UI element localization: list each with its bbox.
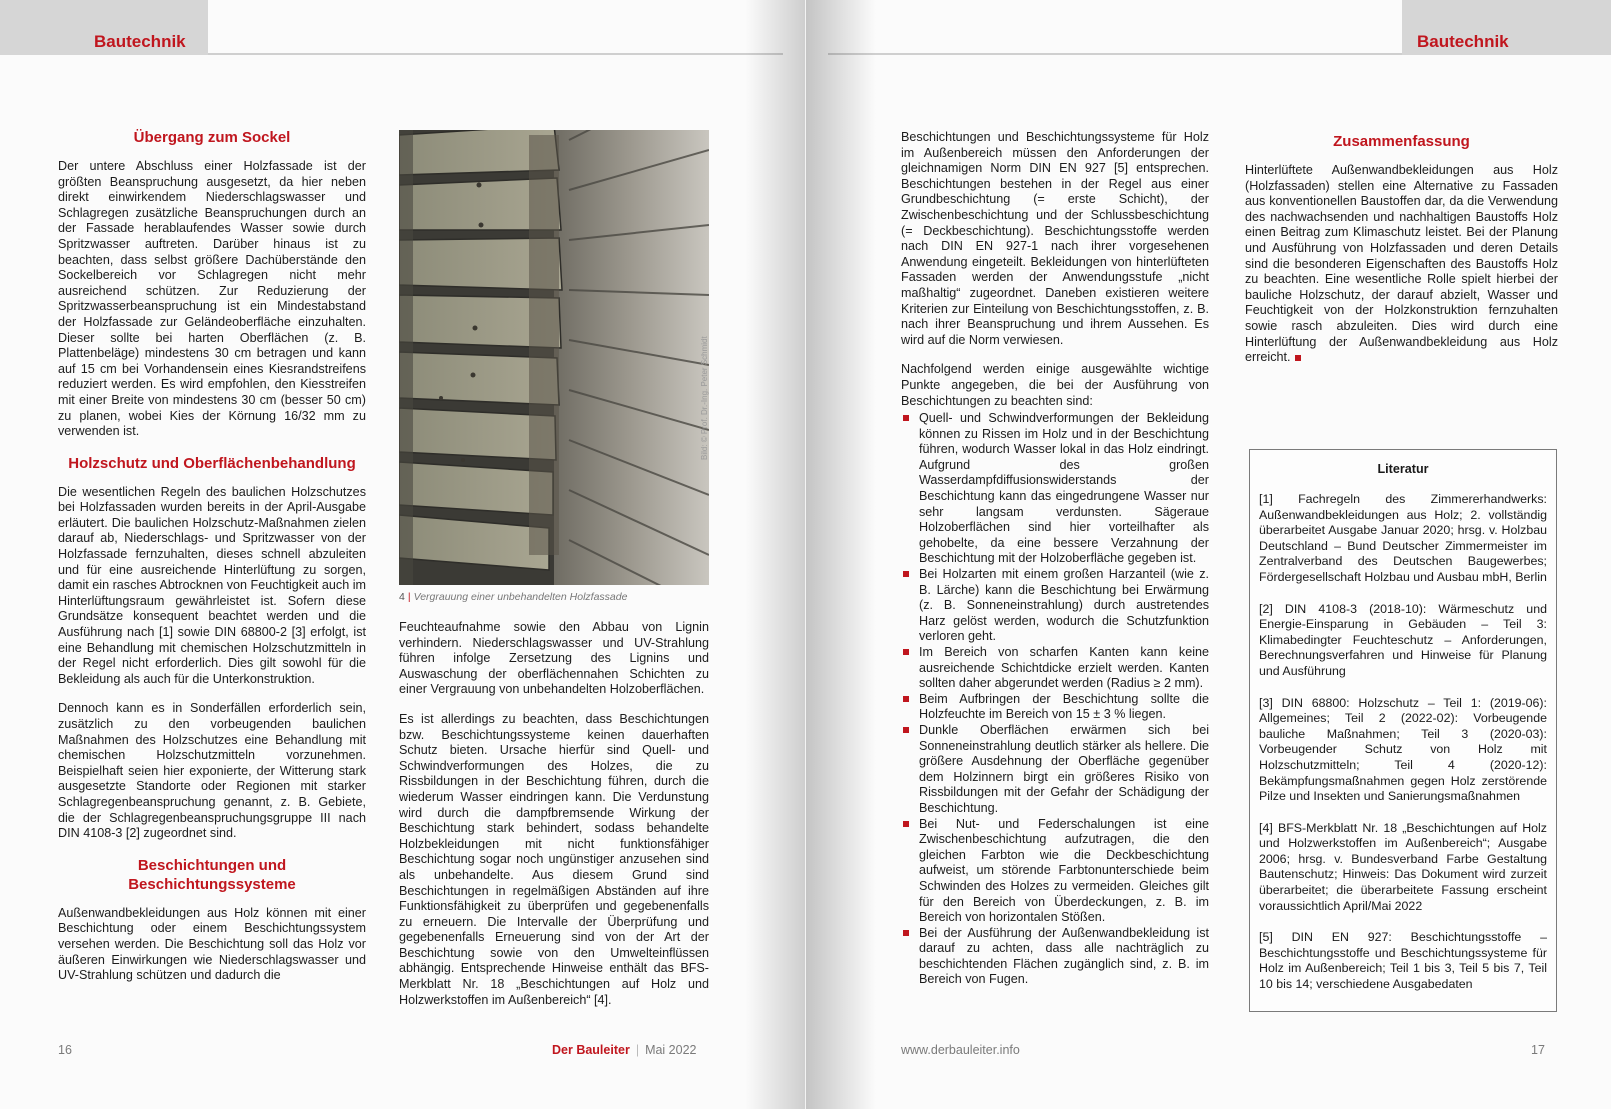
gutter-shadow-right	[806, 0, 876, 1109]
page-number-left: 16	[58, 1043, 72, 1057]
literature-item: [3] DIN 68800: Holzschutz – Teil 1: (2019-06): Allgemeines; Teil 2 (2022-02): Vorbeugende bauliche Maßnahmen; Teil 3 (2020-03): Vorbeugender Schutz von Holz mit Holzschutzmitteln; Teil 4 (2020-12): Bekämpfungsmaßnahmen gegen Holz zerstörende Pilze und Insekten und Sanierungsmaßnahmen	[1259, 695, 1547, 804]
bullet-list	[901, 411, 1209, 988]
list-item	[901, 692, 1209, 723]
list-item-text: Bei der Ausführung der Außenwandbekleidung ist darauf zu achten, dass alle nachträglich zu beschichtenden Flächen zugänglich sind, z. B. im Bereich von Fugen.	[919, 925, 1209, 987]
figure-caption	[399, 591, 627, 603]
right-column-2	[1245, 132, 1558, 380]
caption-separator: |	[407, 591, 411, 603]
header-rule-left	[208, 53, 783, 55]
bullet-marker	[903, 571, 909, 577]
literature-box	[1249, 449, 1557, 1012]
heading-holzschutz: Holzschutz und Oberflächenbehandlung	[68, 454, 356, 472]
literature-item: [1] Fachregeln des Zimmererhandwerks: Außenwandbekleidungen aus Holz; 2. vollständig überarbeitet Ausgabe Januar 2020; hrsg. v. Holzbau Deutschland – Bund Deutscher Zimmermeister im Zentralverband des Deutschen Baugewerbes; Fördergesellschaft Holzbau und Ausbau mbH, Berlin	[1259, 492, 1547, 584]
paragraph-zusammenfassung-text: Hinterlüftete Außenwandbekleidungen aus Holz (Holzfassaden) stellen eine Alternative zu Fassaden aus konventionellen Baustoffen dar, da die Verwendung des nachwachsenden und nachhaltigen Baustoffs Holz einen Beitrag zum Klimaschutz leistet. Bei der Planung und Ausführung von Holzfassaden und deren Details sind die besonderen Eigenschaften des Baustoffs Holz zu beachten. Eine wesentliche Rolle spielt hierbei der bauliche Holzschutz, der darauf abzielt, Wasser und Feuchtigkeit von der Holzkonstruktion fernzuhalten sowie rasch abzuleiten. Dies wird durch eine Hinterlüftung der Außenwandbekleidung aus Holz erreicht.	[1245, 163, 1558, 365]
literature-item: [4] BFS-Merkblatt Nr. 18 „Beschichtungen auf Holz und Holzwerkstoffen im Außenbereich“; Ausgabe 2006; hrsg. v. Bundesverband Farbe Gestaltung Bautenschutz; Hinweis: Das Dokument wird zurzeit überarbeitet; die überarbeitete Fassung erscheint voraussichtlich April/Mai 2022	[1259, 820, 1547, 913]
bullet-marker	[903, 649, 909, 655]
paragraph-holzschutz-1: Die wesentlichen Regeln des baulichen Holzschutzes bei Holzfassaden wurden bereits in der April-Ausgabe erläutert. Die baulichen Holzschutz-Maßnahmen zielen darauf ab, Niederschlags- und Spritzwasser von der Holzfassade fernzuhalten, dieses schnell abzuleiten und für eine ausreichende Hinterlüftung zu sorgen, damit ein rasches Abtrocknen von Feuchtigkeit auch im Hinterlüftungsraum gewährleistet ist. Sofern diese Grundsätze konsequent beachtet werden und die Ausführung nach [1] sowie DIN 68800-2 [3] erfolgt, ist eine Behandlung mit chemischen Holzschutzmitteln in der Regel nicht erforderlich. Dies gilt sowohl für die Bekleidung als auch für die Unterkonstruktion.	[58, 484, 367, 686]
list-item-text: Im Bereich von scharfen Kanten kann keine ausreichende Schichtdicke erzielt werden. Kanten sollten daher abgerundet werden (Radius ≥ 2 mm).	[919, 645, 1209, 691]
list-item	[901, 411, 1209, 567]
list-item-text: Bei Holzarten mit einem großen Harzanteil (wie z. B. Lärche) kann die Beschichtung bei Erwärmung (z. B. Sonneneinstrahlung) durch austretendes Harz gelöst werden, wodurch die Schutzfunktion verloren geht.	[919, 567, 1209, 644]
heading-beschichtungen	[58, 856, 366, 894]
footer-brand-line	[552, 1043, 697, 1057]
literature-title: Literatur	[1377, 462, 1429, 476]
heading-beschichtungen-line2: Beschichtungssysteme	[128, 875, 296, 893]
left-page	[0, 0, 805, 1109]
heading-zusammenfassung: Zusammenfassung	[1333, 133, 1470, 150]
list-item	[901, 817, 1209, 926]
facade-photo	[399, 130, 709, 585]
figure-number: 4	[399, 591, 405, 603]
list-item-text: Bei Nut- und Federschalungen ist eine Zwischenbeschichtung aufzutragen, die den gleichen Farbton wie die Deckbeschichtung aufweist, um störende Farbtonunterschiede beim Schwinden des Holzes zu vermeiden. Gleiches gilt für den Bereich von Überdeckungen, z. B. im Bereich von horizontalen Stößen.	[919, 816, 1209, 925]
literature-item: [2] DIN 4108-3 (2018-10): Wärmeschutz und Energie-Einsparung in Gebäuden – Teil 3: Klimabedingter Feuchteschutz – Anforderungen, Berechnungsverfahren und Hinweise für Planung und Ausführung	[1259, 601, 1547, 678]
list-item	[901, 926, 1209, 988]
bullet-marker	[903, 821, 909, 827]
section-label-left: Bautechnik	[94, 32, 186, 51]
section-label-right: Bautechnik	[1417, 32, 1509, 51]
page-number-right: 17	[1531, 1043, 1545, 1057]
heading-sockel: Übergang zum Sockel	[133, 129, 291, 146]
footer-divider: |	[635, 1043, 640, 1057]
paragraph-right-1: Beschichtungen und Beschichtungssysteme für Holz im Außenbereich müssen den Anforderungen der gleichnamigen Norm DIN EN 927 [5] entsprechen. Beschichtungen bestehen in der Regel aus einer Grundbeschichtung (= erste Schicht), der Zwischenbeschichtung und der Schlussbeschichtung (= Deckbeschichtung). Beschichtungsstoffe werden nach DIN EN 927-1 nach ihrer vorgesehenen Anwendung eingeteilt. Bekleidungen von hinterlüfteten Fassaden werden der Anwendungsstufe „nicht maßhaltig“ zugeordnet. Daneben existieren weitere Kriterien zur Einteilung von Beschichtungsstoffen, z. B. nach ihrer Beanspruchung und ihrem Aussehen. Es wird auf die Norm verwiesen.	[901, 130, 1209, 347]
list-item-text: Quell- und Schwindverformungen der Bekleidung können zu Rissen im Holz und in der Beschichtung führen, wodurch Wasser lokal in das Holz eindringt. Aufgrund des großen Wasserdampfdiffusionswiderstands der Beschichtung kann das eingedrungene Wasser nur sehr langsam verdunsten. Sägeraue Holzoberflächen sind hier vorteilhafter als gehobelte, da eine bessere Verzahnung der Beschichtung mit der Holzoberfläche gegeben ist.	[919, 411, 1209, 566]
paragraph-beschichtungen: Außenwandbekleidungen aus Holz können mit einer Beschichtung oder einem Beschichtungssystem versehen werden. Die Beschichtung soll das Holz vor äußeren Einwirkungen wie Niederschlagswasser und UV-Strahlung schützen und dadurch die	[58, 905, 366, 983]
literature-item: [5] DIN EN 927: Beschichtungsstoffe – Beschichtungsstoffe und Beschichtungssysteme für Holz im Außenbereich; Teil 1 bis 3, Teil 5 bis 7, Teil 10 bis 14; verschiedene Ausgabedaten	[1259, 930, 1547, 992]
paragraph-right-2: Nachfolgend werden einige ausgewählte wichtige Punkte angegeben, die bei der Ausführung von Beschichtungen zu beachten sind:	[901, 362, 1209, 408]
list-item	[901, 645, 1209, 692]
caption-text: Vergrauung einer unbehandelten Holzfassade	[413, 591, 628, 603]
left-column	[58, 128, 366, 998]
footer-url: www.derbauleiter.info	[901, 1043, 1020, 1057]
list-item-text: Beim Aufbringen der Beschichtung sollte die Holzfeuchte im Bereich von 15 ± 3 % liegen.	[919, 691, 1209, 722]
bullet-marker	[903, 930, 909, 936]
paragraph-holzschutz-2: Dennoch kann es in Sonderfällen erforderlich sein, zusätzlich zu den vorbeugenden baulichen Maßnahmen des Holzschutzes eine Behandlung mit chemischen Holzschutzmitteln vorzunehmen. Beispielhaft seien hier exponierte, der Witterung stark ausgesetzte Standorte oder Regionen mit starker Schlagregenbeanspruchung genannt, z. B. Gebiete, die der Schlagregenbeanspruchungsgruppe III nach DIN 4108-3 [2] zugeordnet sind.	[58, 701, 366, 841]
gutter-shadow-left	[745, 0, 805, 1109]
list-item-text: Dunkle Oberflächen erwärmen sich bei Sonneneinstrahlung deutlich stärker als hellere. Die größere Ausdehnung der Oberfläche gegenüber dem Holzinnern birgt ein größeres Risiko von Rissbildungen mit der Gefahr der Schädigung der Beschichtung.	[919, 722, 1209, 815]
list-item	[901, 567, 1209, 645]
issue-date: Mai 2022	[645, 1043, 697, 1057]
paragraph-zusammenfassung	[1245, 163, 1558, 366]
photo-credit: Bild: © Prof. Dr.-Ing. Peter Schmidt	[700, 336, 709, 460]
paragraph-mid-2: Es ist allerdings zu beachten, dass Beschichtungen bzw. Beschichtungssysteme keinen dauerhaften Schutz bieten. Ursache hierfür sind Quell- und Schwindverformungen des Holzes, die zu Rissbildungen in der Beschichtung führen, durch die wiederum Wasser eindringen kann. Die Verdunstung wird durch die dampfbremsende Wirkung der Beschichtung stark behindert, sodass behandelte Holzbekleidungen mit nicht funktionsfähiger Beschichtung sogar noch ungünstiger anzusehen sind als unbehandelte. Aus diesem Grund sind Beschichtungen in regelmäßigen Abständen auf ihre Funktionsfähigkeit zu überprüfen und gegebenenfalls zu erneuern. Die Intervalle der Überprüfung und gegebenenfalls Erneuerung sind von der Art der Beschichtung sowie von den Umwelteinflüssen abhängig. Entsprechende Hinweise enthält das BFS-Merkblatt Nr. 18 „Beschichtungen auf Holz und Holzwerkstoffen im Außenbereich“ [4].	[399, 711, 709, 1007]
bullet-marker	[903, 727, 909, 733]
heading-beschichtungen-line1: Beschichtungen und	[137, 856, 287, 874]
right-column-1	[901, 130, 1209, 996]
paragraph-mid-1: Feuchteaufnahme sowie den Abbau von Lignin verhindern. Niederschlagswasser und UV-Strahlung führen infolge Zersetzung des Lignins und Auswaschung der oberflächennahen Schichten zu einer Vergrauung von unbehandelten Holzoberflächen.	[399, 620, 709, 697]
list-item	[901, 723, 1209, 817]
bullet-marker	[903, 696, 909, 702]
header-rule-right	[828, 53, 1408, 55]
magazine-name: Der Bauleiter	[552, 1043, 630, 1057]
bullet-marker	[903, 415, 909, 421]
end-of-article-marker	[1295, 355, 1301, 361]
paragraph-sockel: Der untere Abschluss einer Holzfassade ist der größten Beanspruchung ausgesetzt, da hier neben direkt einwirkendem Niederschlagswasser und Schlagregen zusätzliche Beanspruchungen durch an der Fassade herablaufendes Wasser sowie durch Spritzwasser auftreten. Darüber hinaus ist zu beachten, dass selbst größere Dachüberstände den Sockelbereich vor Schlagregen nicht mehr ausreichend schützen. Zur Reduzierung der Spritzwasserbeanspruchung ist ein Mindestabstand der Holzfassade zur Geländeoberfläche einzuhalten. Dieser sollte bei harten Oberflächen (z. B. Plattenbeläge) mindestens 30 cm betragen und kann auf 15 cm bei Vorhandensein eines Kiesrandstreifens reduziert werden. Es wird empfohlen, den Kiesstreifen mit einer Breite von mindestens 30 cm (besser 50 cm) zu planen, wobei Kies der Körnung 16/32 mm zu verwenden ist.	[58, 159, 366, 439]
middle-column	[399, 620, 709, 1022]
